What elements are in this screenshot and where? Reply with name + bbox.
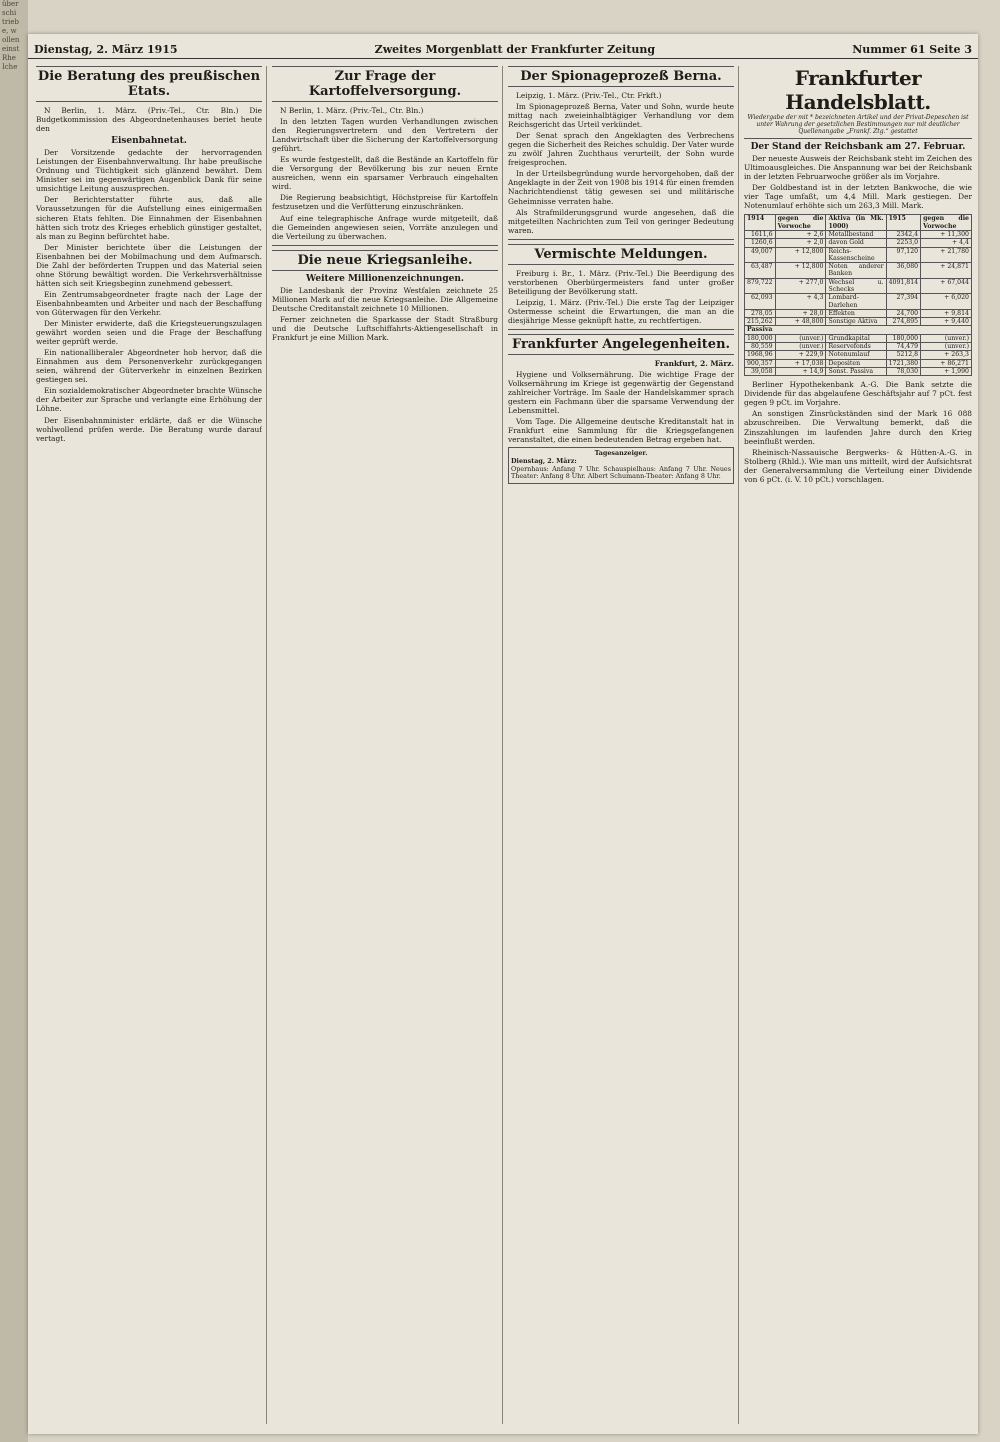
table-cell: 274,895 <box>886 318 921 326</box>
table-cell: + 12,800 <box>775 247 826 263</box>
table-cell: 180,000 <box>745 334 776 342</box>
table-header-cell: gegen die Vorwoche <box>775 215 826 231</box>
paragraph: Der Vorsitzende gedachte der hervorragenden Leistungen der Eisenbahnverwaltung. Ihr habe preußische Ordnung und Tüchtigkeit sich glänzend bewährt. Dem Minister sei im gegenwärtigen Augenblick Dank für seine umsichtige Leitung auszusprechen. <box>36 148 262 194</box>
table-row <box>745 343 972 351</box>
table-row <box>745 309 972 317</box>
tagesanzeiger-date: Dienstag, 2. März: <box>511 457 577 465</box>
table-cell: + 28,0 <box>775 309 826 317</box>
table-row <box>745 230 972 238</box>
paragraph: Der Eisenbahnminister erklärte, daß er die Wünsche wohlwollend prüfen werde. Die Beratung wurde darauf vertagt. <box>36 415 262 443</box>
table-cell: 63,487 <box>745 263 776 279</box>
table-row <box>745 351 972 359</box>
table-header-cell: 1914 <box>745 215 776 231</box>
table-cell: 49,007 <box>745 247 776 263</box>
article-title-frankfurter-angelegenheiten: Frankfurter Angelegenheiten. <box>508 334 734 355</box>
table-cell: 215,262 <box>745 318 776 326</box>
table-cell: + 11,300 <box>921 230 972 238</box>
table-cell: + 277,0 <box>775 278 826 294</box>
table-cell: + 86,271 <box>921 359 972 367</box>
table-cell: 900,357 <box>745 359 776 367</box>
table-cell: 879,722 <box>745 278 776 294</box>
article-title-reichsbank: Der Stand der Reichsbank am 27. Februar. <box>750 142 966 152</box>
paragraph: Leipzig, 1. März. (Priv.-Tel.) Die erste Tag der Leipziger Ostermesse scheint die Erwartungen, die man an die diesjährige Messe geknüpft hatte, zu rechtfertigen. <box>508 297 734 325</box>
table-cell: Sonstige Aktiva <box>826 318 886 326</box>
table-row <box>745 247 972 263</box>
article-title-kartoffel: Zur Frage der Kartoffelversorgung. <box>272 66 498 102</box>
newspaper-page <box>28 34 978 1434</box>
table-cell: + 4,4 <box>921 239 972 247</box>
article-title-spionageprozess: Der Spionageprozeß Berna. <box>508 66 734 87</box>
table-cell: + 229,9 <box>775 351 826 359</box>
paragraph: Als Strafmilderungsgrund wurde angesehen, daß die mitgeteilten Nachrichten zum Teil von geringer Bedeutung waren. <box>508 207 734 235</box>
section-divider <box>508 329 734 330</box>
table-row <box>745 334 972 342</box>
paragraph: Die Regierung beabsichtigt, Höchstpreise für Kartoffeln festzusetzen und die Verfütterung einzuschränken. <box>272 193 498 212</box>
table-cell: davon Gold <box>826 239 886 247</box>
article-subtitle: Weitere Millionenzeichnungen. <box>305 273 465 284</box>
table-cell: + 14,9 <box>775 367 826 375</box>
table-cell: 1260,6 <box>745 239 776 247</box>
table-cell: + 12,800 <box>775 263 826 279</box>
table-cell: 27,394 <box>886 294 921 310</box>
table-cell: 278,05 <box>745 309 776 317</box>
table-cell: 36,080 <box>886 263 921 279</box>
paragraph: Im Spionageprozeß Berna, Vater und Sohn, wurde heute mittag nach zweieinhalbtägiger Verhandlung vor dem Reichsgericht das Urteil verkündet. <box>508 102 734 130</box>
table-cell: + 263,3 <box>921 351 972 359</box>
tagesanzeiger-text: Opernhaus: Anfang 7 Uhr. Schauspielhaus: Anfang 7 Uhr. Neues Theater: Anfang 8 Uhr. Albert Schumann-Theater: Anfang 8 Uhr. <box>511 464 731 481</box>
paragraph: Der Berichterstatter führte aus, daß alle Voraussetzungen für die Aufstellung eines einigermaßen sicheren Etats fehlten. Die Einnahmen der Eisenbahnen hätten sich trotz des Krieges erheblich günstiger gestaltet, als man zu Beginn befürchtet habe. <box>36 195 262 241</box>
table-cell: 1611,6 <box>745 230 776 238</box>
column-rule <box>266 66 267 1424</box>
header-issue-number: Nummer 61 Seite 3 <box>852 42 972 56</box>
table-cell: 5212,8 <box>886 351 921 359</box>
table-cell: + 48,800 <box>775 318 826 326</box>
tagesanzeiger-title: Tagesanzeiger. <box>594 449 648 458</box>
table-cell: + 9,814 <box>921 309 972 317</box>
table-cell: 180,000 <box>886 334 921 342</box>
paragraph: Der Minister erwiderte, daß die Kriegsteuerungszulagen gewährt worden seien und die Frage der Beschaffung weiter geprüft werde. <box>36 319 262 347</box>
table-header-cell: 1915 <box>886 215 921 231</box>
paragraph: In der Urteilsbegründung wurde hervorgehoben, daß der Angeklagte in der Zeit von 1908 bis 1914 für einen fremden Nachrichtendienst tätig gewesen sei und militärische Geheimnisse verraten habe. <box>508 169 734 206</box>
table-cell: + 24,871 <box>921 263 972 279</box>
table-header-row <box>745 215 972 231</box>
page-header <box>28 40 978 59</box>
aktiva-rows <box>745 230 972 326</box>
column-rule <box>502 66 503 1424</box>
table-header-cell: Aktiva (in Mk. 1000) <box>826 215 886 231</box>
paragraph: Der Senat sprach den Angeklagten des Verbrechens gegen die Sicherheit des Reiches schuldig. Der Vater wurde zu zwölf Jahren Zuchthaus verurteilt, der Sohn wurde freigesprochen. <box>508 131 734 168</box>
table-cell: 2342,4 <box>886 230 921 238</box>
table-cell: Noten anderer Banken <box>826 263 886 279</box>
column-kartoffel-anleihe <box>272 66 498 1424</box>
paragraph: Der neueste Ausweis der Reichsbank steht im Zeichen des Ultimoausgleiches. Die Anspannung war bei der Reichsbank in der letzten Februarwoche größer als im Vorjahre. <box>744 154 972 182</box>
table-cell: Metallbestand <box>826 230 886 238</box>
table-cell: 39,058 <box>745 367 776 375</box>
table-cell: Lombard-Darlehen <box>826 294 886 310</box>
paragraph: Ein Zentrumsabgeordneter fragte nach der Lage der Eisenbahnbeamten und Arbeiter und nach der Beschaffung von Güterwagen für den Verkehr. <box>36 289 262 317</box>
paragraph: Ferner zeichneten die Sparkasse der Stadt Straßburg und die Deutsche Luftschiffahrts-Aktiengesellschaft in Frankfurt je eine Million Mark. <box>272 314 498 342</box>
table-cell: (unver.) <box>775 334 826 342</box>
table-cell: + 21,780 <box>921 247 972 263</box>
table-cell: Grundkapital <box>826 334 886 342</box>
table-cell: Effekten <box>826 309 886 317</box>
table-row <box>745 278 972 294</box>
article-dateline: Frankfurt, 2. März. <box>654 358 734 368</box>
section-heading-eisenbahnetat: Eisenbahnetat. <box>111 136 187 147</box>
table-cell: + 2,6 <box>775 230 826 238</box>
table-cell: Reservefonds <box>826 343 886 351</box>
table-cell: 80,559 <box>745 343 776 351</box>
paragraph: Der Minister berichtete über die Leistungen der Eisenbahnen bei der Mobilmachung und dem Aufmarsch. Die Zahl der beförderten Truppen und das Material seien ohne Störung bewältigt worden. Die Verkehrsverhältnisse hätten sich seit Kriegsbeginn zunehmend gebessert. <box>36 242 262 288</box>
table-row <box>745 294 972 310</box>
paragraph: Ein sozialdemokratischer Abgeordneter brachte Wünsche der Arbeiter zur Sprache und verlangte eine Erhöhung der Löhne. <box>36 386 262 414</box>
table-cell: Sonst. Passiva <box>826 367 886 375</box>
table-cell: + 4,3 <box>775 294 826 310</box>
table-cell: + 6,020 <box>921 294 972 310</box>
table-header-cell: gegen die Vorwoche <box>921 215 972 231</box>
paragraph: Der Goldbestand ist in der letzten Bankwoche, die wie vier Tage umfaßt, um 4,4 Mill. Mark gestiegen. Der Notenumlauf erhöhte sich um 263,3 Mill. Mark. <box>744 183 972 211</box>
header-date: Dienstag, 2. März 1915 <box>34 42 178 56</box>
reichsbank-table <box>744 214 972 376</box>
table-row <box>745 359 972 367</box>
paragraph: Die Landesbank der Provinz Westfalen zeichnete 25 Millionen Mark auf die neue Kriegsanleihe. Die Allgemeine Deutsche Creditanstalt zeichnete 10 Millionen. <box>272 285 498 313</box>
table-cell: 74,479 <box>886 343 921 351</box>
table-cell: 1968,96 <box>745 351 776 359</box>
table-cell: (unver.) <box>921 334 972 342</box>
paragraph: Es wurde festgestellt, daß die Bestände an Kartoffeln für die Versorgung der Bevölkerung bis zur neuen Ernte ausreichen, wenn ein sparsamer Verbrauch eingehalten wird. <box>272 155 498 192</box>
tagesanzeiger-box <box>508 447 734 483</box>
section-masthead-handelsblatt: Frankfurter Handelsblatt. <box>785 66 931 114</box>
article-title-etat: Die Beratung des preußischen Etats. <box>36 66 262 102</box>
table-cell: 24,700 <box>886 309 921 317</box>
table-row <box>745 239 972 247</box>
paragraph: Rheinisch-Nassauische Bergwerks- & Hütten-A.-G. in Stolberg (Rhld.). Wie man uns mitteilt, wird der Aufsichtsrat der Generalversammlung die Verteilung einer Dividende von 6 pCt. (i. V. 10 pCt.) vorschlagen. <box>744 447 972 484</box>
table-cell: + 17,038 <box>775 359 826 367</box>
paragraph: Freiburg i. Br., 1. März. (Priv.-Tel.) Die Beerdigung des verstorbenen Oberbürgermeisters fand unter großer Beteiligung der Bevölkerung statt. <box>508 268 734 296</box>
table-cell: + 9,440 <box>921 318 972 326</box>
paragraph: Hygiene und Volksernährung. Die wichtige Frage der Volksernährung im Kriege ist gegenwärtig der Gegenstand zahlreicher Vorträge. Im Saale der Handelskammer sprach gestern ein Fachmann über die sparsame Verwendung der Lebensmittel. <box>508 370 734 416</box>
table-cell: 4091,814 <box>886 278 921 294</box>
paragraph: Berliner Hypothekenbank A.-G. Die Bank setzte die Dividende für das abgelaufene Geschäftsjahr auf 7 pCt. fest gegen 9 pCt. im Vorjahre. <box>744 380 972 408</box>
column-rule <box>738 66 739 1424</box>
article-title-kriegsanleihe: Die neue Kriegsanleihe. <box>272 250 498 271</box>
paragraph: An sonstigen Zinsrückständen sind der Mark 16 088 abzuschreiben. Die Verwaltung bemerkt, daß die Zinszahlungen im laufenden Jahre durch den Krieg beeinflußt werden. <box>744 409 972 446</box>
table-cell: Depositen <box>826 359 886 367</box>
column-etat <box>36 66 262 1424</box>
table-row <box>745 367 972 375</box>
table-cell: Reichs-Kassenscheine <box>826 247 886 263</box>
table-cell: Notenumlauf <box>826 351 886 359</box>
article-dateline: N Berlin, 1. März. (Priv.-Tel., Ctr. Bln.) Die Budgetkommission des Abgeordnetenhauses beriet heute den <box>36 106 262 134</box>
table-cell: 78,030 <box>886 367 921 375</box>
column-handelsblatt <box>744 66 972 1424</box>
table-cell: 1721,380 <box>886 359 921 367</box>
table-cell: 62,093 <box>745 294 776 310</box>
table-section-caption: Passiva <box>745 326 972 334</box>
paragraph: Ein nationalliberaler Abgeordneter hob hervor, daß die Einnahmen aus dem Personenverkehr zurückgegangen seien, während der Güterverkehr in einzelnen Bezirken gestiegen sei. <box>36 348 262 385</box>
column-spionage-vermischtes <box>508 66 734 1424</box>
table-cell: + 2,0 <box>775 239 826 247</box>
article-dateline: N Berlin, 1. März. (Priv.-Tel., Ctr. Bln.) <box>280 106 424 115</box>
adjacent-page-strip: über schi trieb e, w ollen einst Rhe Iche <box>0 0 28 1442</box>
table-cell: Wechsel u. Schecks <box>826 278 886 294</box>
paragraph: Auf eine telegraphische Anfrage wurde mitgeteilt, daß die Gemeinden angewiesen seien, Vorräte anzulegen und die Verteilung zu überwachen. <box>272 213 498 241</box>
section-divider <box>272 245 498 246</box>
table-cell: (unver.) <box>921 343 972 351</box>
table-row <box>745 263 972 279</box>
table-cell: (unver.) <box>775 343 826 351</box>
paragraph: In den letzten Tagen wurden Verhandlungen zwischen den Regierungsvertretern und den Vertretern der Landwirtschaft über die Sicherung der Kartoffelversorgung geführt. <box>272 117 498 154</box>
section-divider <box>508 239 734 240</box>
article-dateline: Leipzig, 1. März. (Priv.-Tel., Ctr. Frkft.) <box>516 91 662 100</box>
reprint-notice: Wiedergabe der mit * bezeichneten Artikel und der Privat-Depeschen ist unter Wahrung der gesetzlichen Bestimmungen nur mit deutlicher Quellenangabe „Frankf. Ztg.“ gestattet <box>744 114 972 139</box>
table-cell: + 1,990 <box>921 367 972 375</box>
header-masthead: Zweites Morgenblatt der Frankfurter Zeitung <box>374 42 656 56</box>
table-cell: 97,120 <box>886 247 921 263</box>
table-section-row <box>745 326 972 334</box>
article-title-vermischte-meldungen: Vermischte Meldungen. <box>508 244 734 265</box>
passiva-rows <box>745 334 972 375</box>
table-cell: + 67,044 <box>921 278 972 294</box>
table-cell: 2253,0 <box>886 239 921 247</box>
paragraph: Vom Tage. Die Allgemeine deutsche Kreditanstalt hat in Frankfurt eine Sammlung für die Kriegsgefangenen veranstaltet, die einen bedeutenden Betrag ergeben hat. <box>508 417 734 445</box>
table-row <box>745 318 972 326</box>
